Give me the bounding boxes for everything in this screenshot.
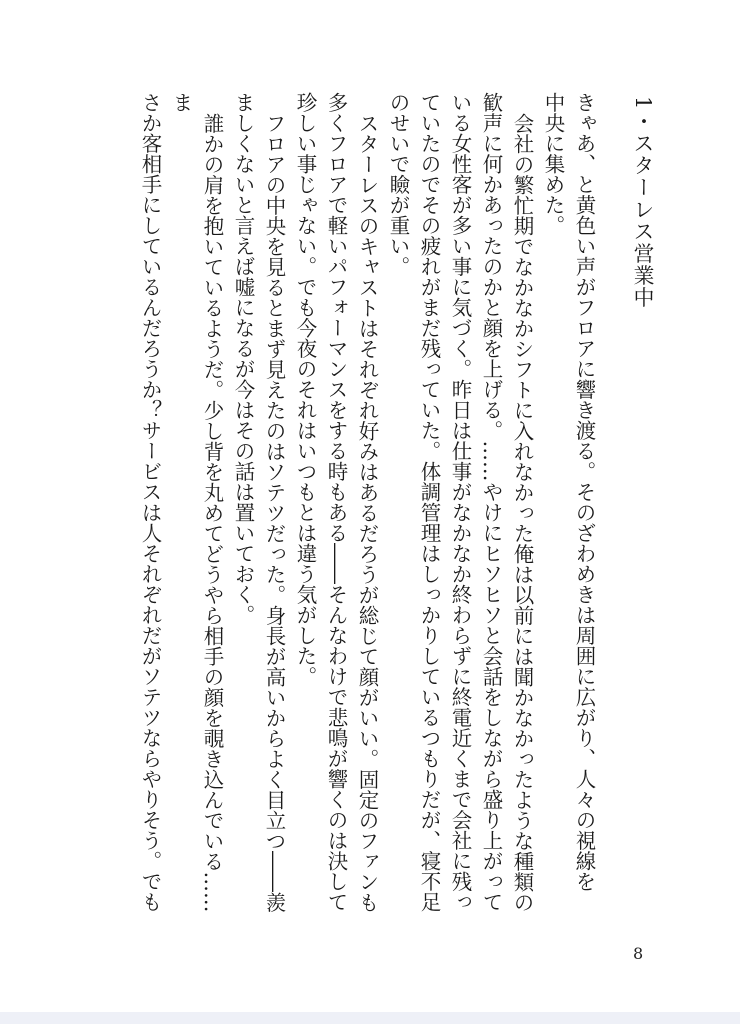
page-bottom-edge [0, 1012, 740, 1024]
chapter-title: 1・スターレス営業中 [631, 96, 655, 309]
paragraph-1: きゃあ、と黄色い声がフロアに響き渡る。そのざわめきは周囲に広がり、人々の視線を 中央に集めた。 [541, 92, 596, 892]
vertical-text-body [58, 92, 658, 922]
page-number: 8 [633, 944, 644, 963]
paragraph-2: 会社の繁忙期でなかなかシフトに入れなかった俺は以前には聞かなかったような種類の 歓声に何かあったのかと顔を上げる。……やけにヒソヒソと会話をしながら盛り上がって いる女性客が多い事に気づく。昨日は仕事がなかなか終わらずに終電近くまで会社に残っ ていたのでその疲れがまだ残っていた。体調管理はしっかりしているつもりだが、寝不足 のせいで瞼が重い。 [386, 92, 534, 912]
paragraph-4: フロアの中央を見るとまず見えたのはソテツだった。身長が高いからよく目立つ――羨 ましくないと言えば嘘になるが今はその話は置いておく。 [231, 92, 286, 912]
paragraph-3: スターレスのキャストはそれぞれ好みはあるだろうが総じて顔がいい。固定のファンも 多くフロアで軽いパフォーマンスをする時もある――そんなわけで悲鳴が響くのは決して 珍しい事じゃない。でも今夜のそれはいつもとは違う気がした。 [293, 92, 379, 912]
paragraph-5: 誰かの肩を抱いているようだ。少し背を丸めてどうやら相手の顔を覗き込んでいる……ま さか客相手にしているんだろうか？サービスは人それぞれだがソテツならやりそう。でも [138, 92, 224, 912]
